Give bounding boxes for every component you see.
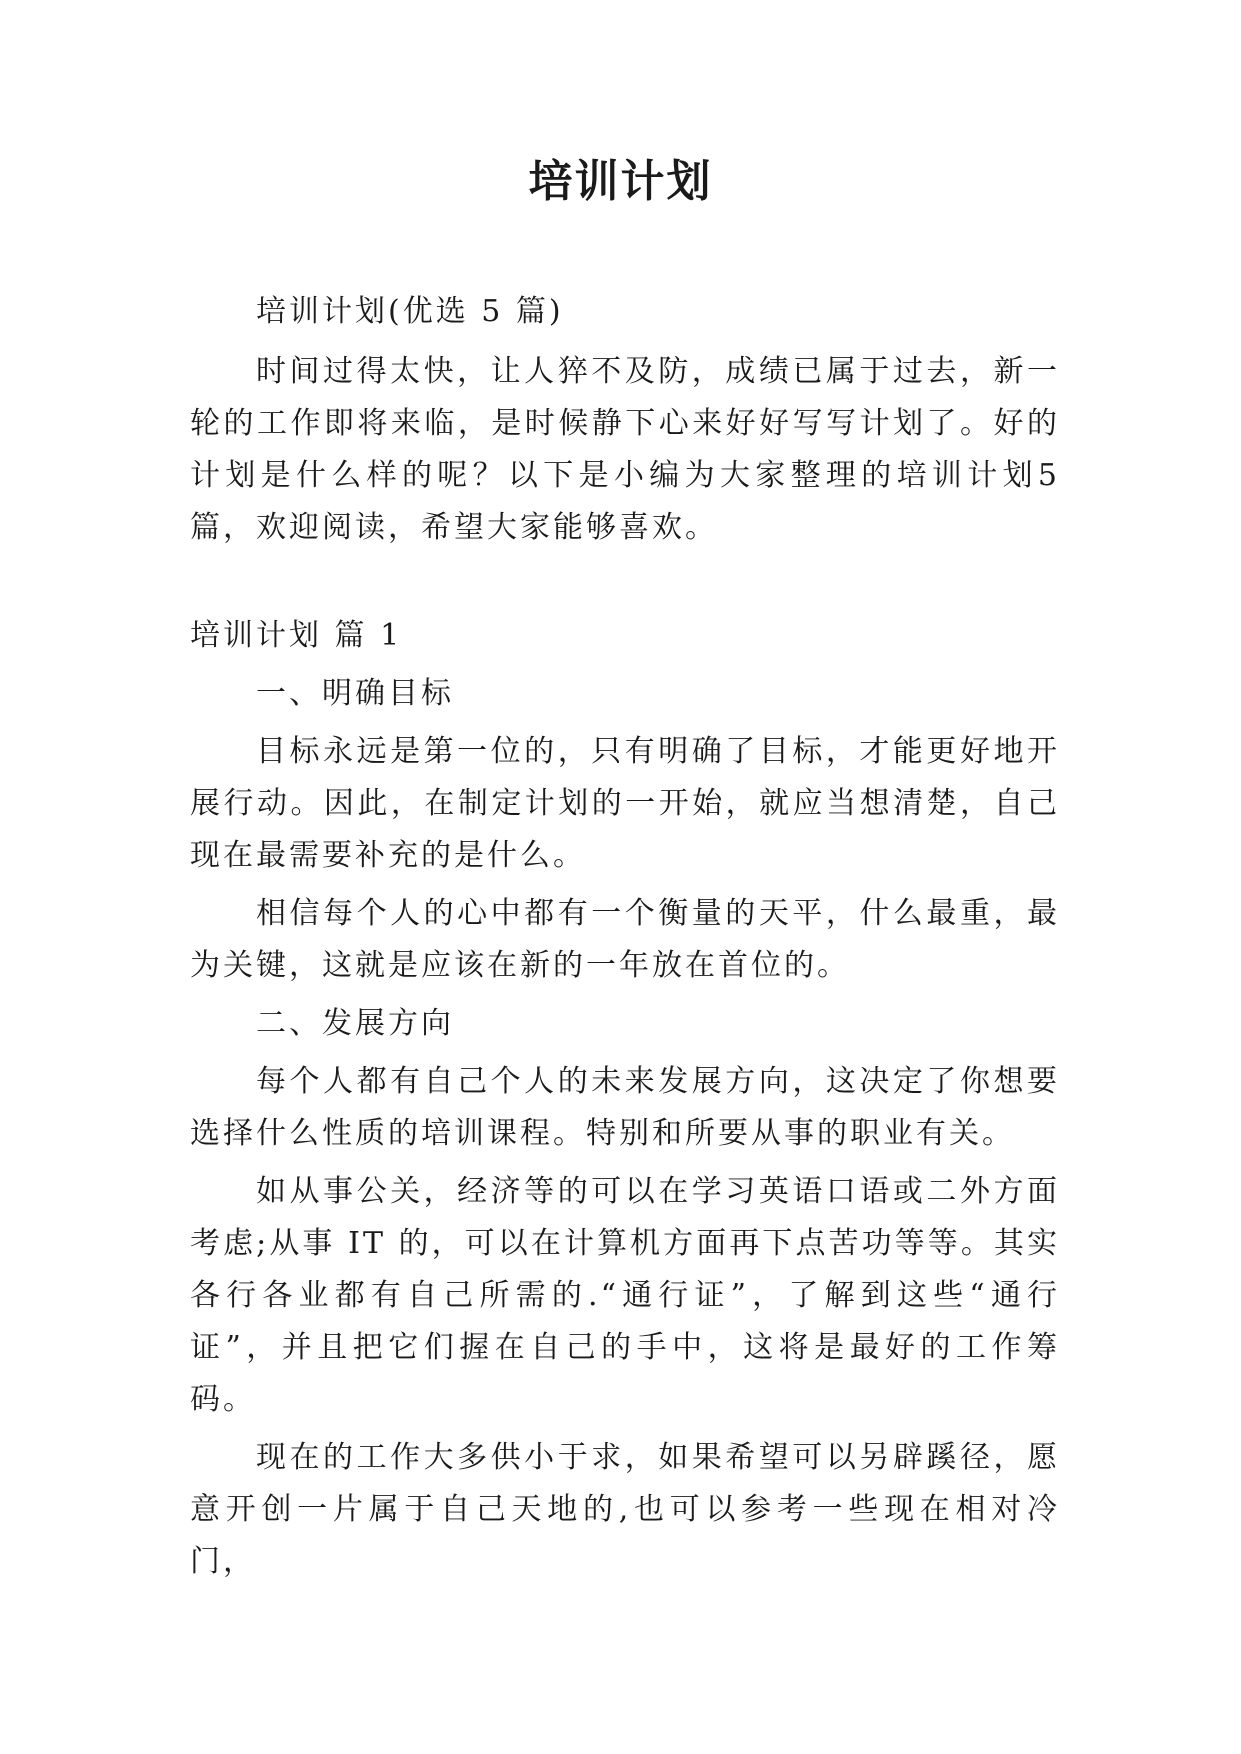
section-gap bbox=[190, 560, 1060, 610]
document-title: 培训计划 bbox=[528, 156, 713, 207]
heading-direction: 二、发展方向 bbox=[256, 1006, 454, 1041]
paragraph: 如从事公关，经济等的可以在学习英语口语或二外方面考虑;从事 IT 的，可以在计算机方面再下点苦功等等。其实各行各业都有自己所需的.“通行证”，了解到这些“通行证”，并且把它们握在自己的手中，这将是最好的工作筹码。 bbox=[190, 1174, 1060, 1417]
intro-paragraph: 时间过得太快，让人猝不及防，成绩已属于过去，新一轮的工作即将来临，是时候静下心来好好写写计划了。好的计划是什么样的呢？以下是小编为大家整理的培训计划5篇，欢迎阅读，希望大家能够喜欢。 bbox=[190, 354, 1060, 545]
document-body bbox=[190, 286, 1060, 1594]
subtitle: 培训计划(优选 5 篇) bbox=[256, 294, 564, 329]
section-heading: 培训计划 篇 1 bbox=[190, 618, 403, 653]
paragraph: 每个人都有自己个人的未来发展方向，这决定了你想要选择什么性质的培训课程。特别和所要从事的职业有关。 bbox=[190, 1064, 1060, 1151]
paragraph: 相信每个人的心中都有一个衡量的天平，什么最重，最为关键，这就是应该在新的一年放在首位的。 bbox=[190, 896, 1060, 983]
heading-goal: 一、明确目标 bbox=[256, 676, 454, 711]
paragraph: 目标永远是第一位的，只有明确了目标，才能更好地开展行动。因此，在制定计划的一开始，就应当想清楚，自己现在最需要补充的是什么。 bbox=[190, 734, 1060, 873]
paragraph: 现在的工作大多供小于求，如果希望可以另辟蹊径，愿意开创一片属于自己天地的,也可以参考一些现在相对冷门， bbox=[190, 1440, 1060, 1579]
